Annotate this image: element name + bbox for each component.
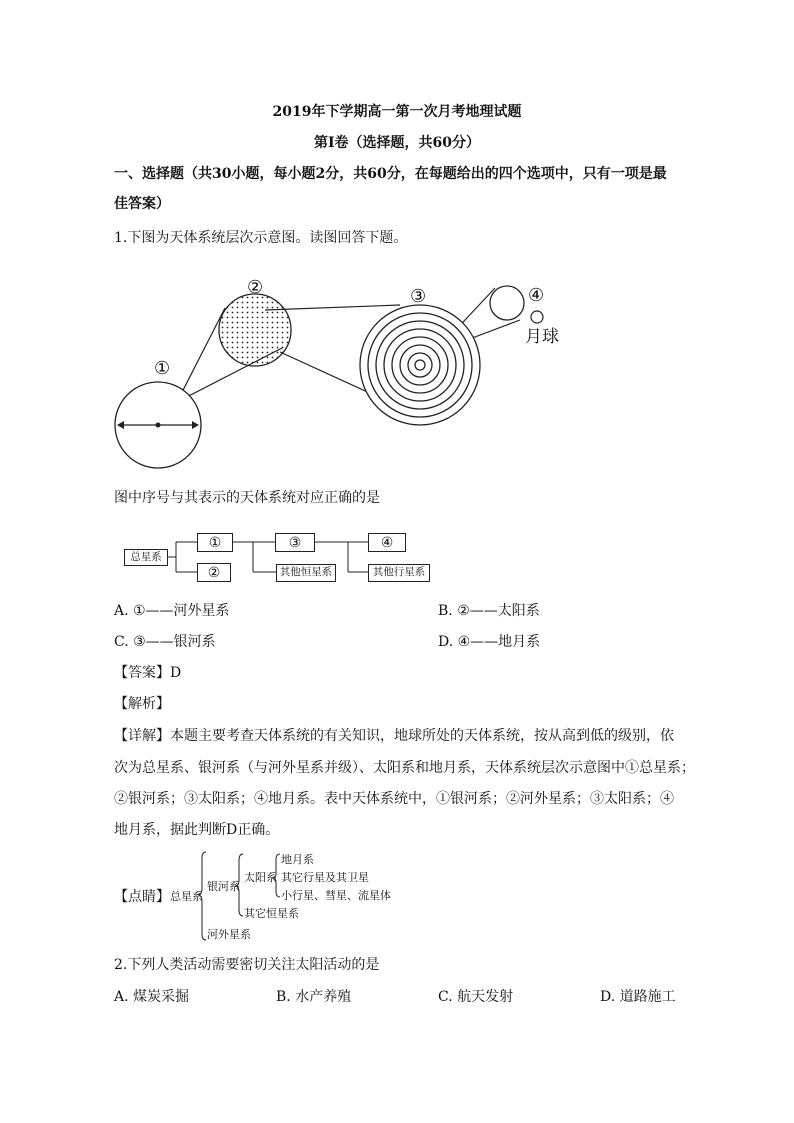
- circle-earth-moon: [490, 286, 524, 320]
- q2-option-b[interactable]: B. 水产养殖: [276, 989, 352, 1005]
- circle-galaxy: [219, 294, 291, 366]
- table-node-1: ①: [197, 533, 233, 552]
- table-root: 总星系: [124, 549, 168, 566]
- tip-other-stars: 其它恒星系: [244, 907, 299, 920]
- zoom-line: [265, 305, 400, 310]
- page-title: 2019年下学期高一第一次月考地理试题: [272, 104, 522, 120]
- q1-detail-line1: 【详解】本题主要考查天体系统的有关知识，地球所处的天体系统，按从高到低的级别，依: [114, 728, 674, 744]
- q1-analysis-title: 【解析】: [114, 696, 170, 712]
- label-2: ②: [247, 277, 264, 298]
- tip-galaxy: 银河系: [207, 880, 240, 893]
- q1-answer: 【答案】D: [114, 665, 182, 681]
- tip-small-bodies: 小行星、彗星、流星体: [281, 889, 391, 902]
- tip-solar: 太阳系: [244, 871, 277, 884]
- tip-root: 总星系: [170, 890, 203, 903]
- tip-earth-moon: 地月系: [281, 853, 314, 866]
- q1-detail-line3: ②银河系；③太阳系；④地月系。表中天体系统中，①银河系；②河外星系；③太阳系；④: [114, 791, 674, 807]
- circle-solar-system: [360, 305, 480, 425]
- tip-braces: [196, 850, 286, 945]
- label-4: ④: [528, 285, 545, 306]
- tip-extragalactic: 河外星系: [207, 928, 251, 941]
- moon-label: 月球: [525, 327, 559, 347]
- label-1: ①: [154, 358, 171, 379]
- table-node-2: ②: [197, 563, 231, 582]
- q2-option-a[interactable]: A. 煤炭采掘: [114, 989, 190, 1005]
- label-3: ③: [410, 286, 427, 307]
- question-1-prompt: 图中序号与其表示的天体系统对应正确的是: [114, 490, 380, 506]
- section-subtitle: 第Ⅰ卷（选择题，共60分）: [313, 135, 481, 151]
- table-other-planets: 其他行星系: [368, 564, 430, 582]
- table-other-stars: 其他恒星系: [276, 564, 336, 582]
- celestial-hierarchy-figure: [110, 270, 580, 480]
- q1-option-a[interactable]: A. ①——河外星系: [114, 603, 230, 619]
- q1-option-d[interactable]: D. ④——地月系: [438, 634, 541, 650]
- q2-option-d[interactable]: D. 道路施工: [600, 989, 676, 1005]
- q1-option-b[interactable]: B. ②——太阳系: [438, 603, 540, 619]
- question-2-stem: 2.下列人类活动需要密切关注太阳活动的是: [114, 957, 380, 973]
- q1-option-c[interactable]: C. ③——银河系: [114, 634, 216, 650]
- q1-detail-line4: 地月系，据此判断D正确。: [114, 822, 280, 838]
- q1-tip-label: 【点睛】: [114, 889, 170, 905]
- section-heading-line2: 佳答案）: [114, 196, 170, 212]
- q2-option-c[interactable]: C. 航天发射: [438, 989, 514, 1005]
- q1-detail-line2: 次为总星系、银河系（与河外星系并级）、太阳系和地月系，天体系统层次示意图中①总星系；: [114, 760, 695, 776]
- table-node-3: ③: [275, 533, 315, 552]
- section-heading-line1: 一、选择题（共30小题，每小题2分，共60分，在每题给出的四个选项中，只有一项是最: [114, 166, 667, 182]
- question-1-stem: 1.下图为天体系统层次示意图。读图回答下题。: [114, 230, 408, 246]
- zoom-line: [177, 308, 225, 402]
- moon-icon: [531, 311, 543, 323]
- tip-planets: 其它行星及其卫星: [281, 871, 369, 884]
- table-node-4: ④: [368, 533, 406, 552]
